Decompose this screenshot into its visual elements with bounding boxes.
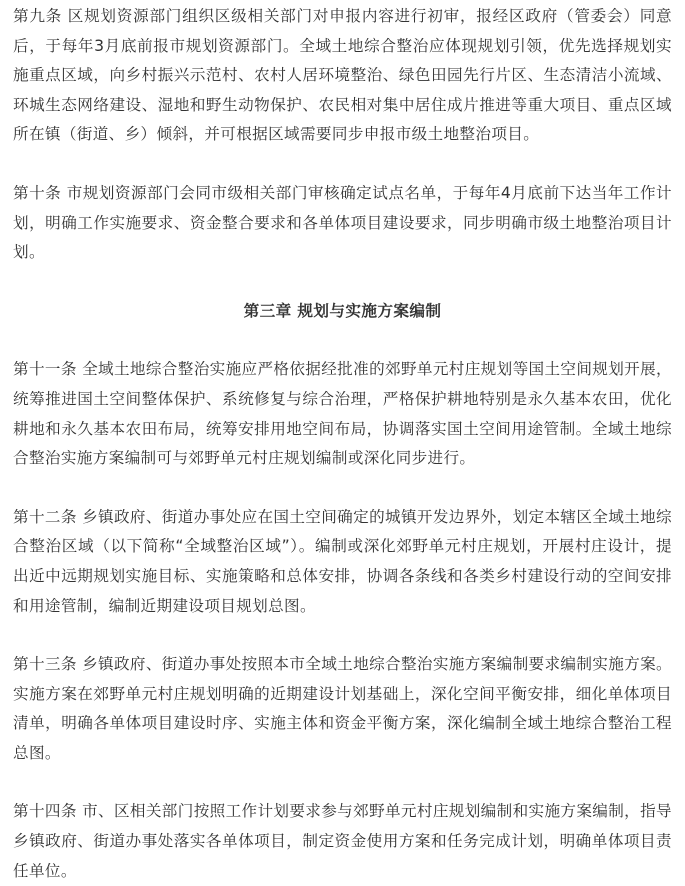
paragraph-article-9: 第九条 区规划资源部门组织区级相关部门对申报内容进行初审，报经区政府（管委会）同意后，于每年3月底前报市规划资源部门。全域土地综合整治应体现规划引领，优先选择规划实施重点区域，向乡村振兴示范村、农村人居环境整治、绿色田园先行片区、生态清洁小流域、环城生态网络建设、湿地和野生动物保护、农民相对集中居住成片推进等重大项目、重点区域所在镇（街道、乡）倾斜，并可根据区域需要同步申报市级土地整治项目。 — [13, 7, 672, 144]
paragraph-article-11: 第十一条 全域土地综合整治实施应严格依据经批准的郊野单元村庄规划等国土空间规划开展，统筹推进国土空间整体保护、系统修复与综合治理，严格保护耕地特别是永久基本农田，优化耕地和永久基本农田布局，统筹安排用地空间布局，协调落实国土空间用途管制。全域土地综合整治实施方案编制可与郊野单元村庄规划编制或深化同步进行。 — [13, 360, 673, 468]
paragraph-spacer — [13, 326, 672, 355]
paragraph-spacer — [13, 768, 672, 797]
chapter-heading: 第三章 规划与实施方案编制 — [243, 301, 442, 320]
paragraph-article-10: 第十条 市规划资源部门会同市级相关部门审核确定试点名单，于每年4月底前下达当年工作计划，明确工作实施要求、资金整合要求和各单体项目建设要求，同步明确市级土地整治项目计划。 — [13, 183, 672, 262]
paragraph-article-13: 第十三条 乡镇政府、街道办事处按照本市全域土地综合整治实施方案编制要求编制实施方案。实施方案在郊野单元村庄规划明确的近期建设计划基础上，深化空间平衡安排，细化单体项目清单，明确各单体项目建设时序、实施主体和资金平衡方案，深化编制全域土地综合整治工程总图。 — [13, 655, 673, 762]
paragraph-article-12: 第十二条 乡镇政府、街道办事处应在国土空间确定的城镇开发边界外，划定本辖区全域土地综合整治区域（以下简称“全域整治区域”）。编制或深化郊野单元村庄规划，开展村庄设计，提出近中远期规划实施目标、实施策略和总体安排，协调各条线和各类乡村建设行动的空间安排和用途管制，编制近期建设项目规划总图。 — [13, 507, 673, 615]
paragraph-spacer — [13, 621, 672, 650]
paragraph-article-14: 第十四条 市、区相关部门按照工作计划要求参与郊野单元村庄规划编制和实施方案编制，指导乡镇政府、街道办事处落实各单体项目，制定资金使用方案和任务完成计划，明确单体项目责任单位。 — [13, 802, 673, 880]
paragraph-spacer — [13, 150, 672, 179]
paragraph-spacer — [13, 268, 672, 297]
paragraph-spacer — [13, 474, 672, 503]
